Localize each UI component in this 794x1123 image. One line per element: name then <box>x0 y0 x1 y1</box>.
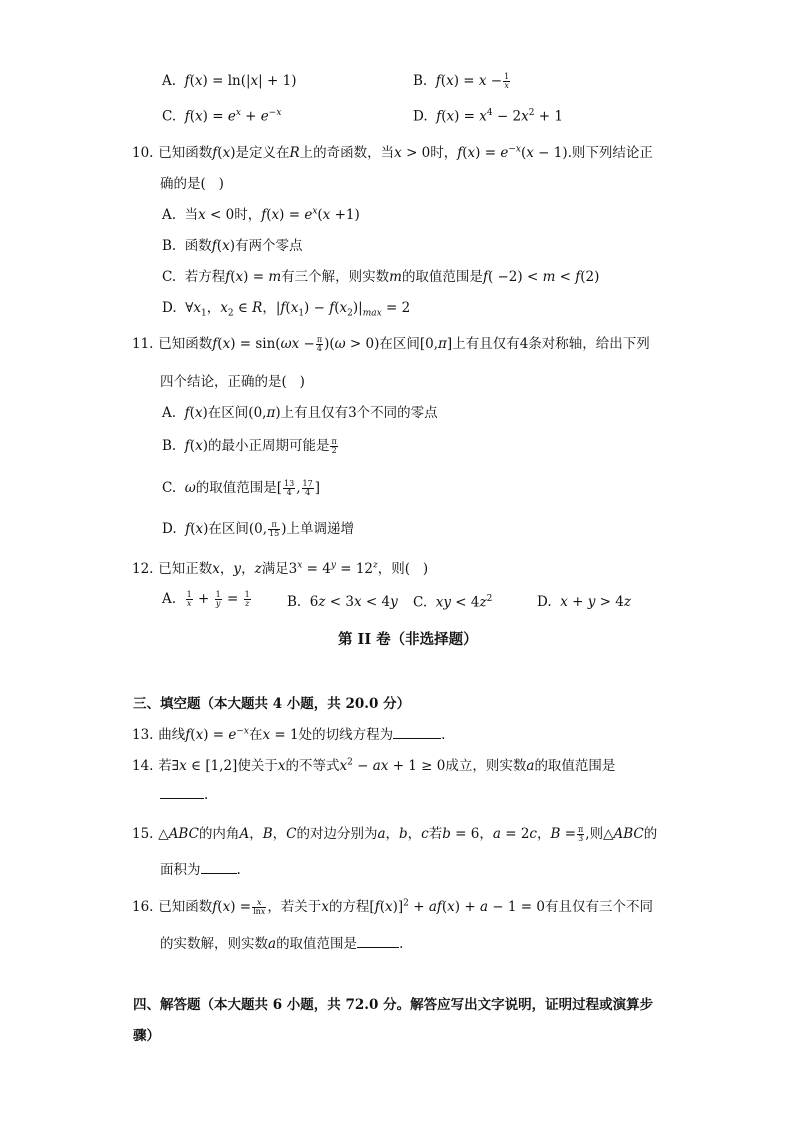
question-16-stem-cont: 的实数解，则实数a的取值范围是 . <box>160 936 404 952</box>
question-10-stem-cont: 确的是( ) <box>160 176 224 192</box>
q10-option-a: A. 当x < 0时，$f(x) = e^x(x +1)$ <box>162 206 360 223</box>
question-14-stem-cont: . <box>160 786 208 803</box>
question-11-stem: 11. 已知函数f(x) = sin(ωx − $\frac{\pi}{4}$ )(ω > 0)在区间[0,π]上有且仅有4条对称轴，给出下列 <box>132 335 650 353</box>
q12-option-d: D. x + y > 4z <box>537 594 631 610</box>
q11-option-b: B. f(x)的最小正周期可能是 $\frac{\pi}{2}$ <box>162 437 337 455</box>
question-13-stem: 13. 曲线$f(x) = e^{-x}$在x = 1处的切线方程为 . <box>132 726 446 743</box>
part-2-title: 第 II 卷（非选择题） <box>338 631 478 648</box>
q9-option-d: D. $f(x) = x^4 - 2x^2 + 1$ <box>413 108 563 125</box>
q12-option-b: B. 6z < 3x < 4y <box>287 594 398 610</box>
q11-option-c: C. ω的取值范围是[ $\frac{13}{4}$ , $\frac{17}{4}$ ] <box>162 479 320 497</box>
q10-option-b: B. 函数f(x)有两个零点 <box>162 238 303 254</box>
q11-option-d: D. f(x)在区间(0, $\frac{\pi}{15}$ )上单调递增 <box>162 520 355 538</box>
q11-option-a: A. f(x)在区间(0,π)上有且仅有3个不同的零点 <box>162 405 438 421</box>
section-3-heading: 三、填空题（本大题共 4 小题，共 20.0 分） <box>133 696 411 712</box>
question-15-stem: 15. △ABC的内角A，B，C的对边分别为a，b，c若b = 6，a = 2c，B = $\frac{\pi}{3}$ ,则△ABC的 <box>132 825 658 843</box>
question-14-stem: 14. 若∃x ∈ [1,2]使关于x的不等式$x^2$ − ax + 1 ≥ 0成立，则实数a的取值范围是 <box>132 757 616 774</box>
q10-option-d: D. $\forall x_1$，$x_2$ ∈ R，$|f(x_1) - f(x_2)|_{max} = 2$ <box>162 300 411 319</box>
question-10-stem: 10. 已知函数f(x)是定义在R上的奇函数，当x > 0时，$f(x) = e^{-x}(x - 1)$.则下列结论正 <box>132 144 653 161</box>
question-11-stem-cont: 四个结论，正确的是( ) <box>160 374 305 390</box>
q12-option-a: A. $\frac{1}{x}$ + $\frac{1}{y}$ = $\frac{1}{z}$ <box>162 590 250 608</box>
question-15-stem-cont: 面积为 . <box>160 862 241 878</box>
section-4-heading: 四、解答题（本大题共 6 小题，共 72.0 分。解答应写出文字说明，证明过程或演算步 <box>133 997 654 1013</box>
q9-option-c: C. $f(x) = e^x + e^{-x}$ <box>162 108 282 125</box>
question-12-stem: 12. 已知正数x，y，z满足$3^x = 4^y = 12^z$，则( ) <box>132 560 429 577</box>
q10-option-c: C. 若方程f(x) = m有三个解，则实数m的取值范围是f( −2) < m < f(2) <box>162 269 600 285</box>
q9-option-a: A. f(x) = ln(|x| + 1) <box>162 73 297 89</box>
question-16-stem: 16. 已知函数f(x) = $\frac{x}{\ln x}$ ，若关于x的方程$[f(x)]^2 + af(x) + a - 1 = 0$有且仅有三个不同 <box>132 898 653 916</box>
q12-option-c: C. xy < $4z^2$ <box>413 594 493 611</box>
q9-option-b: B. f(x) = x − $\frac{1}{x}$ <box>413 72 510 90</box>
section-4-heading-cont: 骤） <box>133 1028 160 1044</box>
